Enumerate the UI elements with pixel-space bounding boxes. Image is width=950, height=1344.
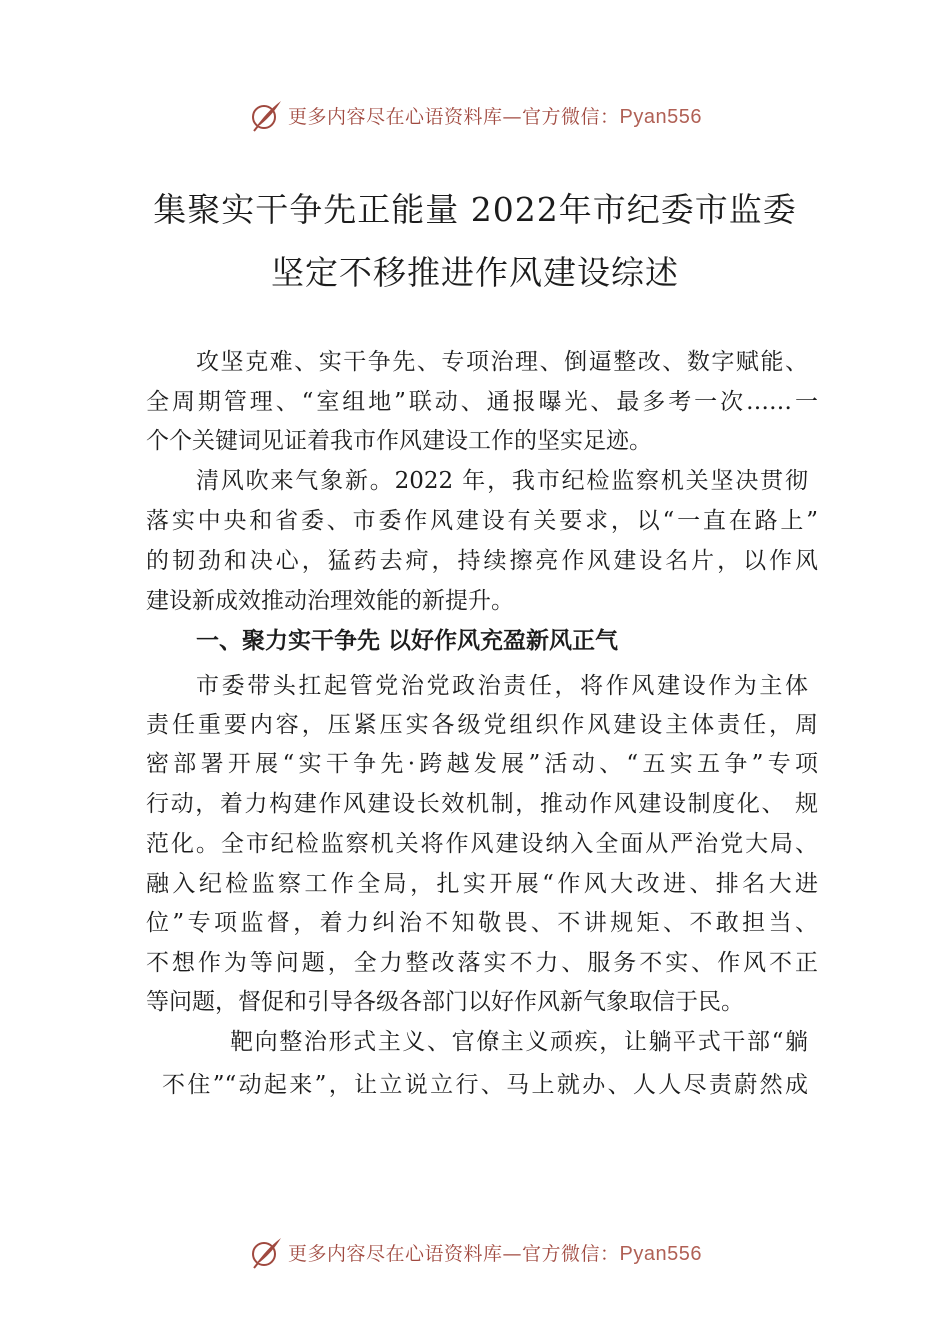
watermark-id: Pyan556 [619,1242,702,1265]
body-line: 范化。全市纪检监察机关将作风建设纳入全面从严治党大局、 [146,831,818,857]
watermark-text: 更多内容尽在心语资料库—官方微信：Pyan556 [288,105,702,128]
section-heading: 一、聚力实干争先 以好作风充盈新风正气 [196,628,619,654]
document-title-line-1: 集聚实干争先正能量 2022年市纪委市监委 [153,190,797,229]
watermark-banner-bottom [0,1232,950,1272]
watermark-text: 更多内容尽在心语资料库—官方微信：Pyan556 [288,1242,702,1265]
body-line: 行动，着力构建作风建设长效机制，推动作风建设制度化、 规 [146,791,818,817]
body-line: 位”专项监督，着力纠治不知敬畏、不讲规矩、不敢担当、 [146,910,818,936]
watermark-id: Pyan556 [619,105,702,128]
body-line: 等问题，督促和引导各级各部门以好作风新气象取信于民。 [146,989,744,1015]
feather-pen-logo [248,1234,284,1270]
document-title-line-2: 坚定不移推进作风建设综述 [271,253,679,292]
feather-pen-logo [248,97,284,133]
body-line: 建设新成效推动治理效能的新提升。 [146,588,514,614]
body-line: 责任重要内容，压紧压实各级党组织作风建设主体责任，周 [146,712,818,738]
body-line: 市委带头扛起管党治党政治责任，将作风建设作为主体 [196,673,808,699]
body-line: 不住”“动起来”，让立说立行、马上就办、人人尽责蔚然成 [162,1072,808,1098]
watermark-banner-top [0,95,950,135]
body-line: 的韧劲和决心，猛药去疴，持续擦亮作风建设名片，以作风 [146,548,818,574]
body-line: 全周期管理、“室组地”联动、通报曝光、最多考一次……一 [146,389,818,415]
body-line: 靶向整治形式主义、官僚主义顽疾，让躺平式干部“躺 [230,1029,808,1055]
body-line: 清风吹来气象新。2022 年，我市纪检监察机关坚决贯彻 [196,468,808,494]
body-line: 落实中央和省委、市委作风建设有关要求，以“一直在路上” [146,508,818,534]
body-line: 个个关键词见证着我市作风建设工作的坚实足迹。 [146,428,652,454]
body-line: 攻坚克难、实干争先、专项治理、倒逼整改、数字赋能、 [196,349,808,375]
body-line: 不想作为等问题，全力整改落实不力、服务不实、作风不正 [146,950,818,976]
body-line: 融入纪检监察工作全局，扎实开展“作风大改进、排名大进 [146,871,818,897]
body-line: 密部署开展“实干争先·跨越发展”活动、“五实五争”专项 [146,751,818,777]
